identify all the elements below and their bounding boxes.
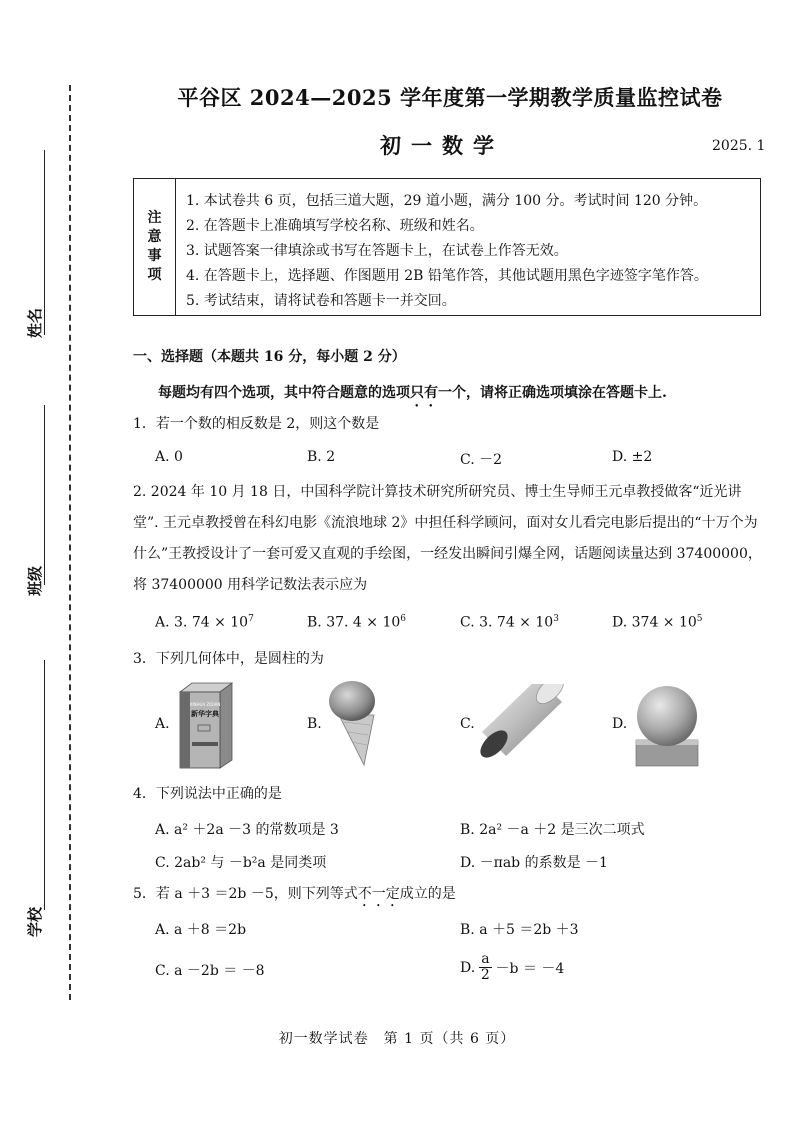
question-1-stem: 1．若一个数的相反数是 2，则这个数是	[133, 416, 380, 432]
section-instruction: 每题均有四个选项，其中符合题意的选项只有一个，请将正确选项填涂在答题卡上.	[158, 385, 667, 401]
q3-option-d: D.	[612, 716, 628, 732]
name-write-line	[44, 150, 45, 335]
q4-option-a: A. a² ＋2a －3 的常数项是 3	[155, 822, 339, 838]
binding-dashed-line	[69, 85, 71, 1000]
fraction: a 2	[480, 951, 490, 983]
question-3-stem: 3．下列几何体中，是圆柱的为	[133, 651, 324, 667]
class-write-line	[44, 405, 45, 585]
notice-item: 2. 在答题卡上准确填写学校名称、班级和姓名。	[186, 218, 484, 234]
q2-option-a: A. 3. $74 \times 10^7$	[155, 614, 254, 631]
q5-option-b: B. a ＋5 ＝2b ＋3	[460, 922, 579, 938]
q5-option-c: C. a －2b ＝ －8	[155, 963, 265, 979]
q3-option-b: B.	[307, 716, 322, 732]
q4-option-d: D. －πab 的系数是 －1	[460, 855, 608, 871]
subject-title: 初一数学	[380, 133, 504, 158]
school-write-line	[44, 660, 45, 910]
notice-heading: 注 意 事 项	[134, 179, 176, 315]
page-footer: 初一数学试卷 第 1 页（共 6 页）	[278, 1031, 516, 1047]
notice-item: 3. 试题答案一律填涂或书写在答题卡上，在试卷上作答无效。	[186, 243, 568, 259]
q1-option-d: D. ±2	[612, 449, 653, 465]
name-label: 姓名	[26, 307, 44, 338]
notice-item: 4. 在答题卡上，选择题、作图题用 2B 铅笔作答，其他试题用黑色字迹签字笔作答。	[186, 268, 708, 284]
q4-option-b: B. 2a² －a ＋2 是三次二项式	[460, 822, 645, 838]
q1-option-c: C. －2	[460, 452, 503, 468]
notice-box	[133, 178, 761, 316]
notice-item: 1. 本试卷共 6 页，包括三道大题，29 道小题，满分 100 分。考试时间 120 分钟。	[186, 193, 708, 209]
question-4-stem: 4．下列说法中正确的是	[133, 786, 282, 802]
class-label: 班级	[26, 565, 44, 596]
exam-title: 平谷区 2024—2025 学年度第一学期教学质量监控试卷	[177, 85, 723, 110]
stone-sphere-image	[632, 682, 702, 768]
q2-option-b: B. 37. $4 \times 10^6$	[307, 614, 406, 631]
school-label: 学校	[26, 906, 44, 937]
book-sub-text: XINHUA ZIDIAN	[189, 702, 221, 707]
q1-option-a: A. 0	[155, 449, 183, 465]
exam-date: 2025. 1	[712, 138, 766, 154]
ice-cream-cone-image	[324, 677, 380, 767]
cylinder-image	[476, 684, 568, 766]
question-5-stem: 5．若 a ＋3 ＝2b －5，则下列等式不一定成立的是	[133, 886, 456, 902]
q3-option-a: A.	[155, 716, 170, 732]
q2-option-c: C. 3. $74 \times 10^3$	[460, 614, 559, 631]
q4-option-c: C. 2ab² 与 －b²a 是同类项	[155, 855, 327, 871]
q1-option-b: B. 2	[307, 449, 336, 465]
book-title-text: 新华字典	[191, 710, 219, 718]
notice-list	[186, 189, 708, 314]
q2-option-d: D. $374 \times 10^5$	[612, 614, 703, 631]
section-title: 一、选择题（本题共 16 分，每小题 2 分）	[133, 349, 406, 365]
q3-option-c: C.	[460, 716, 475, 732]
q5-option-d: D. a 2 －b ＝ －4	[460, 951, 565, 983]
notice-item: 5. 考试结束，请将试卷和答题卡一并交回。	[186, 293, 456, 309]
question-2-stem: 2. 2024 年 10 月 18 日，中国科学院计算技术研究所研究员、博士生导师王元卓教授做客“近光讲堂”. 王元卓教授曾在科幻电影《流浪地球 2》中担任科学顾问，面对女儿看完电影后提出的“十万个为什么”王教授设计了一套可爱又直观的手绘图，一经发出瞬间引爆全网，话题阅读量达到 37400000，将 37400000 用科学记数法表示应为	[133, 484, 762, 593]
q5-option-a: A. a ＋8 ＝2b	[155, 922, 247, 938]
dictionary-book-image	[172, 680, 236, 770]
